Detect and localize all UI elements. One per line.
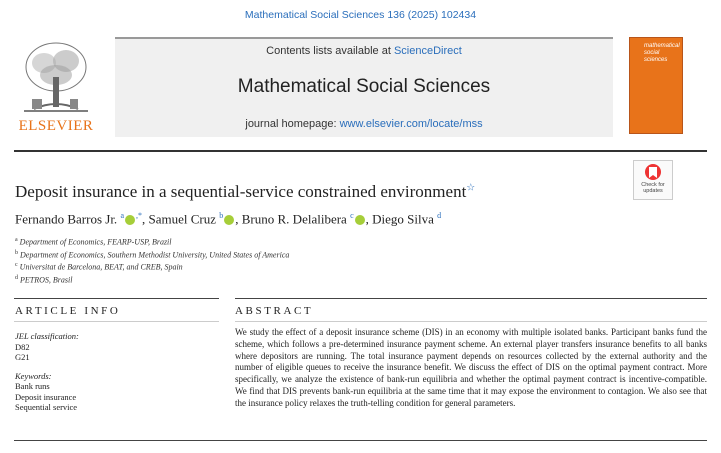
author-name[interactable]: Fernando Barros Jr. bbox=[15, 211, 118, 227]
author-name[interactable]: Samuel Cruz bbox=[148, 211, 217, 227]
article-info bbox=[15, 331, 215, 413]
cover-title: mathematical social sciences bbox=[644, 43, 680, 63]
sciencedirect-link[interactable]: ScienceDirect bbox=[393, 45, 462, 57]
article-info-heading: ARTICLE INFO bbox=[15, 305, 121, 317]
contents-prefix: Contents lists available at bbox=[266, 45, 394, 57]
journal-title: Mathematical Social Sciences bbox=[237, 76, 491, 97]
homepage-prefix: journal homepage: bbox=[245, 118, 340, 130]
elsevier-logo bbox=[14, 37, 98, 135]
jel-code: G21 bbox=[15, 352, 30, 362]
check-for-updates-label: Check for updates bbox=[641, 182, 665, 194]
abstract-top-rule bbox=[235, 298, 707, 299]
author-affiliation-mark[interactable]: b bbox=[219, 211, 224, 220]
affiliation-item: $^c$ Universitat de Barcelona, BEAT, and CREB, Spain bbox=[15, 262, 183, 272]
paper-title-text: Deposit insurance in a sequential-service constrained environment bbox=[15, 182, 467, 201]
affiliation-item: $^d$ PETROS, Brasil bbox=[15, 274, 73, 285]
bookmark-icon bbox=[634, 161, 672, 183]
paper-title bbox=[15, 182, 475, 202]
orcid-icon[interactable] bbox=[355, 215, 365, 225]
publisher-name: ELSEVIER bbox=[18, 118, 94, 134]
author-affiliation-mark[interactable]: a bbox=[120, 211, 124, 220]
header-rule bbox=[14, 150, 707, 152]
bottom-rule bbox=[14, 440, 707, 441]
abstract-heading: ABSTRACT bbox=[235, 305, 314, 317]
jel-code: D82 bbox=[15, 341, 30, 352]
journal-cover[interactable] bbox=[629, 37, 683, 134]
orcid-icon[interactable] bbox=[125, 215, 135, 225]
orcid-icon[interactable] bbox=[224, 215, 234, 225]
keyword: Sequential service bbox=[15, 402, 78, 412]
abstract-text: We study the effect of a deposit insurance scheme (DIS) in an economy with multiple isolated banks. Participant banks fund the scheme, which follows a pre-determined insurance payment scheme. An external player transfers insurance benefits to all banks where depositors are running. The total insurance payment depends on resources collected by the external authority and the number of eligible queues to receive the insurance benefit. We discuss the effect of DIS on the optimal payment contract. More specifically, we analyze the existence of bank-run equilibria and whether the optimal payment contract is incentive-compatible. We find that DIS prevents bank-run equilibria at the same time that it may expose the environment to contagion. We also see that the insurance policy relaxes the truth-telling condition for general parameters. bbox=[235, 327, 707, 408]
author-affiliation-mark[interactable]: c bbox=[350, 211, 354, 220]
author-name[interactable]: Bruno R. Delalibera bbox=[241, 211, 347, 227]
author-affiliation-mark[interactable]: d bbox=[437, 211, 442, 220]
keyword: Bank runs bbox=[15, 381, 50, 391]
author-separator: , bbox=[142, 211, 149, 227]
homepage-line bbox=[115, 118, 613, 130]
author-list bbox=[15, 211, 441, 227]
keywords-label: Keywords: bbox=[15, 370, 52, 381]
info-top-rule bbox=[14, 298, 219, 299]
contents-line bbox=[115, 45, 613, 57]
author-separator: , bbox=[365, 211, 373, 227]
keyword: Deposit insurance bbox=[15, 391, 77, 402]
journal-citation[interactable]: Mathematical Social Sciences 136 (2025) 102434 bbox=[244, 9, 477, 21]
author-corresponding-mark[interactable]: ,* bbox=[136, 211, 142, 220]
info-heading-rule bbox=[14, 321, 219, 322]
author-separator: , bbox=[235, 211, 242, 227]
author-name[interactable]: Diego Silva bbox=[372, 211, 434, 227]
homepage-link[interactable]: www.elsevier.com/locate/mss bbox=[339, 118, 483, 130]
affiliation-list bbox=[15, 235, 289, 286]
affiliation-item: $^a$ Department of Economics, FEARP-USP, Brazil bbox=[15, 237, 172, 247]
affiliation-item: $^b$ Department of Economics, Southern Methodist University, United States of America bbox=[15, 249, 290, 260]
abstract-heading-rule bbox=[235, 321, 707, 322]
check-for-updates-button[interactable] bbox=[633, 160, 673, 200]
jel-label: JEL classification: bbox=[15, 331, 79, 341]
title-footnote-star[interactable]: ☆ bbox=[466, 182, 476, 194]
